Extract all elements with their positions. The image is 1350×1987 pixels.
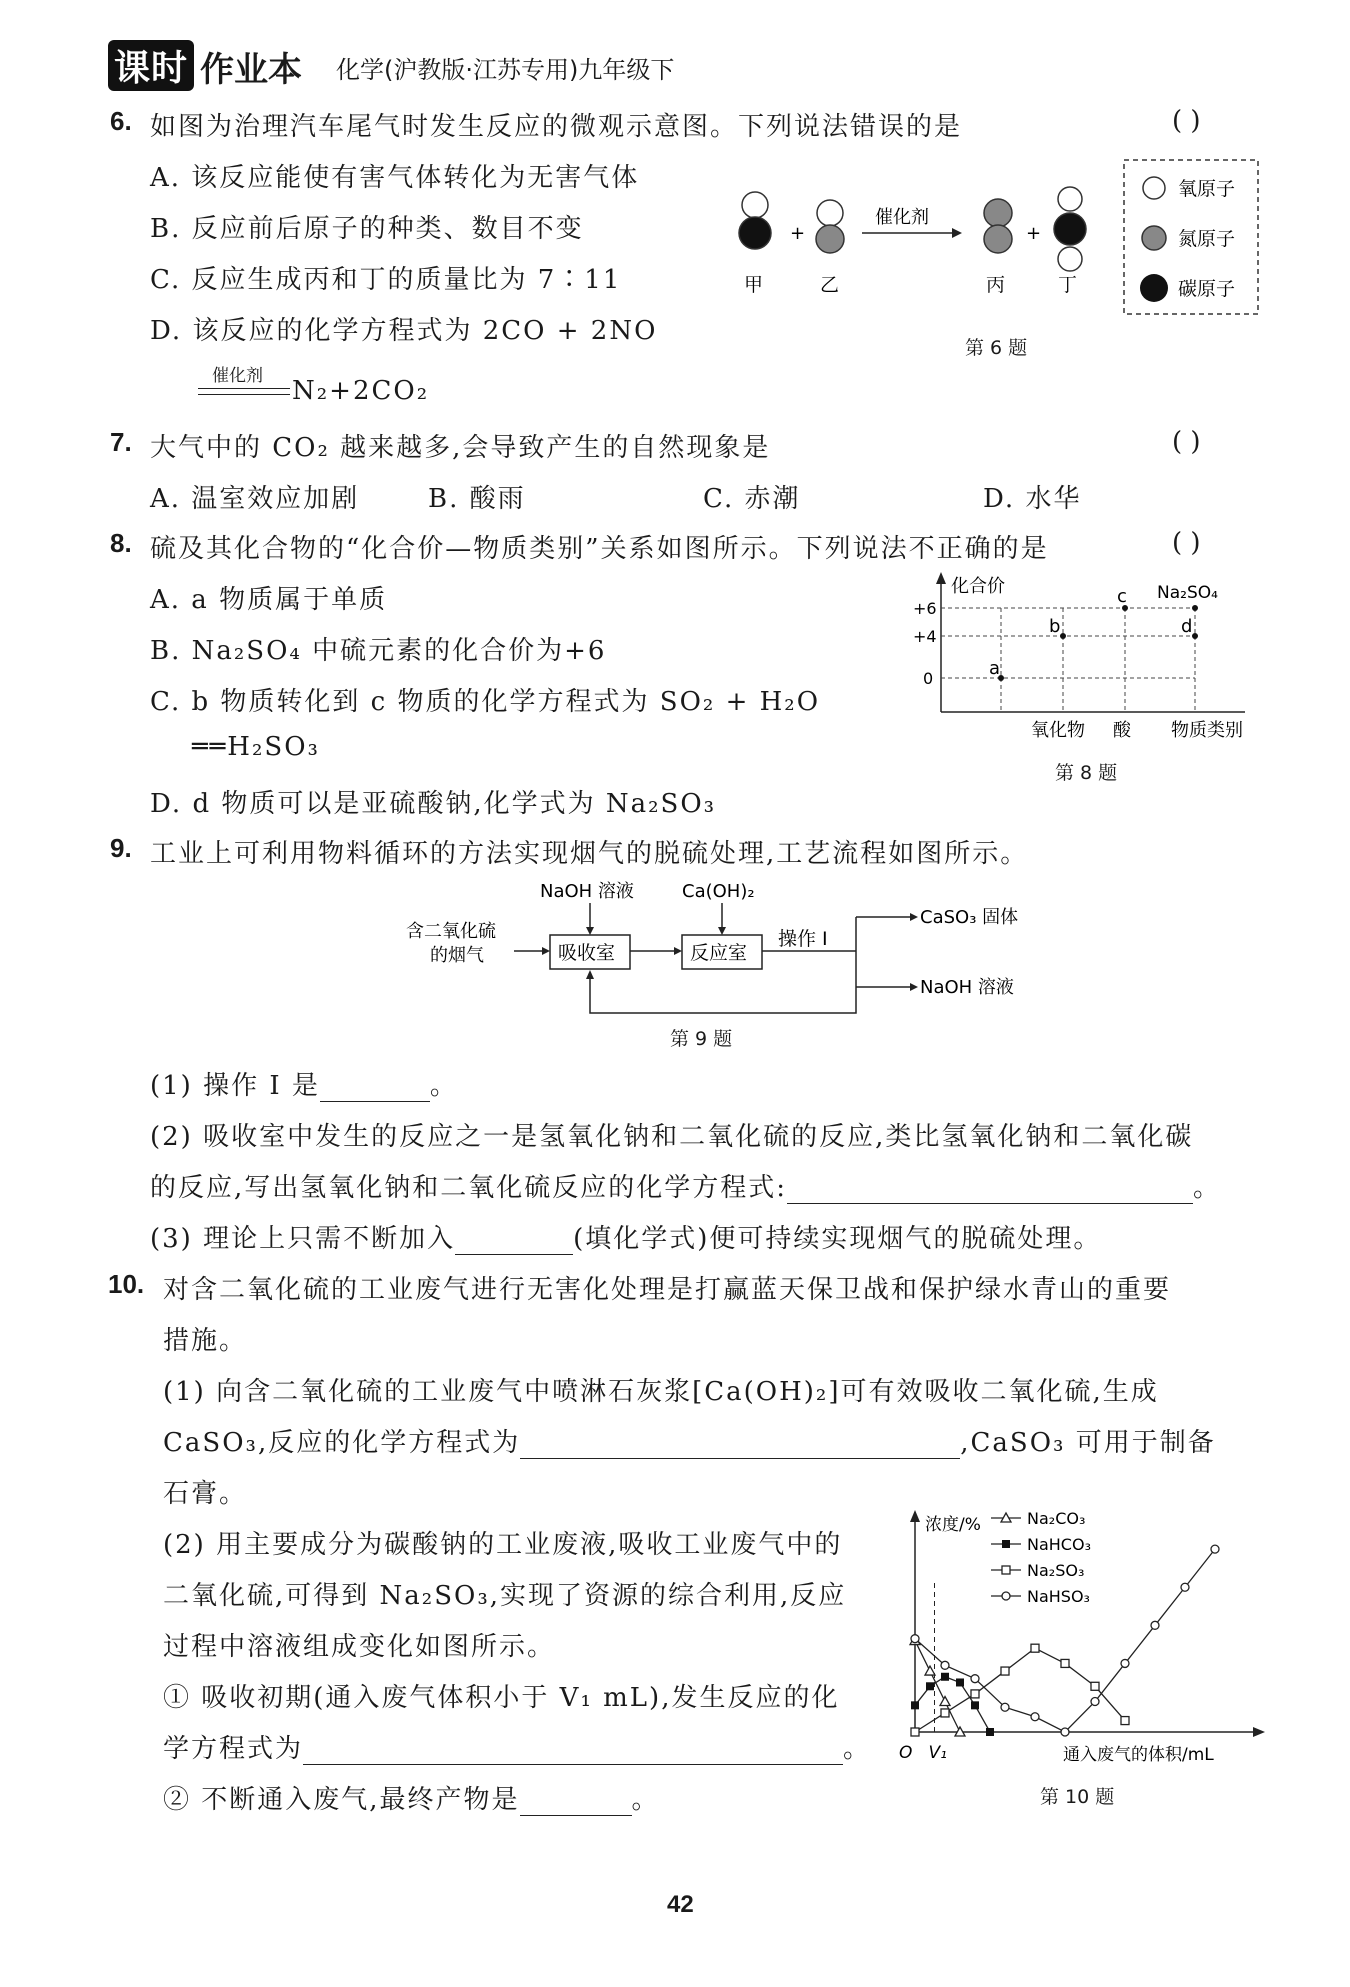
q6-catalyst-label: 催化剂 bbox=[875, 207, 929, 228]
q6-option-d-equals bbox=[198, 388, 290, 395]
q10-series-nahso3-point bbox=[1061, 1728, 1069, 1736]
q6-plus-1: + bbox=[790, 223, 806, 244]
q6-number: 6. bbox=[110, 106, 132, 136]
q6-ding-oxygen-atom-1 bbox=[1058, 187, 1082, 211]
legend-carbon-icon bbox=[1140, 274, 1168, 302]
q10-sub1-text: 学方程式为 bbox=[163, 1734, 304, 1764]
q10-series-nahso3-point bbox=[1211, 1545, 1219, 1553]
legend-nitrogen-icon bbox=[1142, 226, 1166, 250]
q6-answer-paren[interactable]: ( ) bbox=[1172, 106, 1201, 136]
q8-xtick-acid: 酸 bbox=[1113, 720, 1131, 740]
q9-part1-text: (1) 操作 I 是 bbox=[150, 1071, 320, 1101]
q9-part1 bbox=[150, 1065, 458, 1102]
q9-flow-diagram bbox=[400, 877, 1020, 1037]
q10-series-na2so3-point bbox=[1121, 1717, 1129, 1725]
q9-number: 9. bbox=[110, 833, 132, 863]
q7-option-a[interactable]: A. 温室效应加剧 bbox=[150, 484, 360, 514]
q9-part2-text: 的反应,写出氢氧化钠和二氧化硫反应的化学方程式: bbox=[150, 1173, 788, 1203]
q10-sub2-end: 。 bbox=[631, 1785, 660, 1815]
q9-recycle-line bbox=[590, 977, 856, 1013]
q8-number: 8. bbox=[110, 528, 132, 558]
q10-part1-line1: (1) 向含二氧化硫的工业废气中喷淋石灰浆[Ca(OH)₂]可有效吸收二氧化硫,生成 bbox=[163, 1377, 1159, 1407]
q10-part2-line3: 过程中溶液组成变化如图所示。 bbox=[163, 1632, 556, 1662]
q8-xtick-category: 物质类别 bbox=[1171, 720, 1243, 740]
q10-part2-line2: 二氧化硫,可得到 Na₂SO₃,实现了资源的综合利用,反应 bbox=[163, 1581, 847, 1611]
q8-option-b[interactable]: B. Na₂SO₄ 中硫元素的化合价为+6 bbox=[150, 636, 607, 666]
q10-part1-line2 bbox=[163, 1422, 1216, 1459]
legend-carbon-label: 碳原子 bbox=[1178, 278, 1236, 300]
q7-number: 7. bbox=[110, 427, 132, 457]
q8-stem: 硫及其化合物的“化合价—物质类别”关系如图所示。下列说法不正确的是 bbox=[150, 534, 1049, 564]
book-logo: 课时 bbox=[108, 40, 194, 91]
q7-option-b[interactable]: B. 酸雨 bbox=[428, 484, 526, 514]
q6-figure-caption: 第 6 题 bbox=[965, 337, 1028, 359]
q9-part1-end: 。 bbox=[429, 1071, 458, 1101]
q10-sub1-blank[interactable] bbox=[303, 1734, 843, 1765]
q10-stem-line1: 对含二氧化硫的工业废气进行无害化处理是打赢蓝天保卫战和保护绿水青山的重要 bbox=[163, 1275, 1172, 1305]
q10-part1-text: CaSO₃,反应的化学方程式为 bbox=[163, 1428, 521, 1458]
q10-sub2-text: ② 不断通入废气,最终产物是 bbox=[163, 1785, 520, 1815]
q9-output-caso3: CaSO₃ 固体 bbox=[920, 907, 1019, 928]
q10-series-na2co3-point bbox=[940, 1697, 950, 1706]
q10-legend-nahco3-marker bbox=[1002, 1540, 1010, 1548]
q10-series-nahso3-point bbox=[1121, 1659, 1129, 1667]
q6-option-d[interactable]: D. 该反应的化学方程式为 2CO + 2NO bbox=[150, 316, 658, 346]
q9-part1-blank[interactable] bbox=[320, 1071, 430, 1102]
q6-option-d-condition: 催化剂 bbox=[212, 366, 263, 386]
q10-series-nahco3-point bbox=[971, 1701, 979, 1709]
q10-legend-na2so3-label: Na₂SO₃ bbox=[1027, 1561, 1085, 1580]
legend-oxygen-label: 氧原子 bbox=[1178, 178, 1236, 200]
q9-part3 bbox=[150, 1218, 1101, 1255]
q10-sub1-line1: ① 吸收初期(通入废气体积小于 V₁ mL),发生反应的化 bbox=[163, 1683, 840, 1713]
q10-series-na2co3-point bbox=[925, 1666, 935, 1675]
q8-option-d[interactable]: D. d 物质可以是亚硫酸钠,化学式为 Na₂SO₃ bbox=[150, 789, 717, 819]
q6-yi-oxygen-atom bbox=[817, 200, 843, 226]
q10-sub1-end: 。 bbox=[843, 1734, 872, 1764]
q10-part1-blank[interactable] bbox=[520, 1428, 960, 1459]
q9-left-label-2: 的烟气 bbox=[430, 945, 484, 966]
q10-series-na2so3-point bbox=[1061, 1659, 1069, 1667]
q8-option-a[interactable]: A. a 物质属于单质 bbox=[150, 585, 388, 615]
legend-oxygen-icon bbox=[1143, 177, 1165, 199]
q10-series-nahco3-point bbox=[956, 1678, 964, 1686]
q9-part2-end: 。 bbox=[1193, 1173, 1222, 1203]
q8-y-axis-arrowhead bbox=[936, 572, 946, 584]
q6-ding-carbon-atom bbox=[1054, 213, 1086, 245]
q8-label-na2so4: Na₂SO₄ bbox=[1157, 583, 1218, 603]
q8-figure-caption: 第 8 题 bbox=[1055, 762, 1118, 784]
q9-output-naoh: NaOH 溶液 bbox=[920, 977, 1014, 998]
q10-stem-line2: 措施。 bbox=[163, 1326, 248, 1356]
q10-ylabel: 浓度/% bbox=[925, 1515, 981, 1535]
q10-part1-cont: ,CaSO₃ 可用于制备 bbox=[960, 1428, 1216, 1458]
q10-series-nahso3-point bbox=[1181, 1583, 1189, 1591]
q10-figure-caption: 第 10 题 bbox=[1040, 1786, 1115, 1808]
q10-series-nahso3-point bbox=[1091, 1698, 1099, 1706]
q10-series-nahco3-point bbox=[986, 1728, 994, 1736]
q10-number: 10. bbox=[108, 1269, 145, 1299]
q8-answer-paren[interactable]: ( ) bbox=[1172, 528, 1201, 558]
page-number: 42 bbox=[667, 1891, 694, 1918]
q10-origin-label: O bbox=[899, 1743, 913, 1763]
q10-series-na2so3-point bbox=[1001, 1667, 1009, 1675]
q10-concentration-chart bbox=[895, 1510, 1275, 1770]
q10-part2-line1: (2) 用主要成分为碳酸钠的工业废液,吸收工业废气中的 bbox=[163, 1530, 843, 1560]
q6-label-bing: 丙 bbox=[986, 274, 1006, 296]
q7-option-c[interactable]: C. 赤潮 bbox=[703, 484, 801, 514]
q10-series-na2so3-point bbox=[941, 1709, 949, 1717]
q7-option-d[interactable]: D. 水华 bbox=[983, 484, 1082, 514]
q6-legend bbox=[1122, 158, 1262, 318]
q6-bing-nitrogen-atom-2 bbox=[984, 225, 1012, 253]
q6-option-d-products: N₂+2CO₂ bbox=[292, 376, 430, 406]
q8-point-b bbox=[1060, 633, 1066, 639]
q9-part3-text: (3) 理论上只需不断加入 bbox=[150, 1224, 456, 1254]
q10-legend-nahso3-label: NaHSO₃ bbox=[1027, 1587, 1090, 1606]
q8-label-d: d bbox=[1181, 616, 1193, 637]
q9-left-label-1: 含二氧化硫 bbox=[406, 921, 496, 942]
book-subtitle: 化学(沪教版·江苏专用)九年级下 bbox=[336, 56, 675, 84]
q10-legend-na2co3-label: Na₂CO₃ bbox=[1027, 1510, 1086, 1528]
q9-input-naoh: NaOH 溶液 bbox=[540, 881, 634, 902]
q9-stem: 工业上可利用物料循环的方法实现烟气的脱硫处理,工艺流程如图所示。 bbox=[150, 839, 1029, 869]
q6-yi-nitrogen-atom bbox=[816, 225, 844, 253]
q10-part1-line3: 石膏。 bbox=[163, 1479, 248, 1509]
q10-series-nahco3-point bbox=[926, 1682, 934, 1690]
q10-series-nahso3-point bbox=[1151, 1621, 1159, 1629]
q10-series-na2so3-point bbox=[1031, 1644, 1039, 1652]
q10-series-nahso3-point bbox=[1031, 1713, 1039, 1721]
q9-part2-line1: (2) 吸收室中发生的反应之一是氢氧化钠和二氧化硫的反应,类比氢氧化钠和二氧化碳 bbox=[150, 1122, 1194, 1152]
q8-ytick-plus6: +6 bbox=[913, 599, 937, 618]
q10-legend-na2so3-marker bbox=[1002, 1566, 1010, 1574]
q10-sub2-blank[interactable] bbox=[520, 1785, 632, 1816]
q10-xlabel: 通入废气的体积/mL bbox=[1063, 1745, 1214, 1765]
q9-operation-label: 操作 I bbox=[778, 928, 828, 950]
header bbox=[108, 38, 1248, 90]
q7-answer-paren[interactable]: ( ) bbox=[1172, 427, 1201, 457]
book-title: 作业本 bbox=[200, 50, 302, 90]
q6-label-ding: 丁 bbox=[1058, 274, 1078, 296]
q10-legend-nahco3-label: NaHCO₃ bbox=[1027, 1535, 1091, 1554]
q6-plus-2: + bbox=[1026, 223, 1042, 244]
q6-jia-carbon-atom bbox=[739, 217, 771, 249]
q9-part3-blank[interactable] bbox=[455, 1224, 573, 1255]
q8-ylabel: 化合价 bbox=[951, 576, 1005, 597]
q10-v1-label: V₁ bbox=[928, 1743, 947, 1763]
q8-label-c: c bbox=[1117, 586, 1127, 607]
q10-series-nahso3-point bbox=[941, 1661, 949, 1669]
q6-molecule-figure bbox=[730, 155, 1110, 305]
q10-series-na2so3-point bbox=[911, 1728, 919, 1736]
q9-input-caoh2: Ca(OH)₂ bbox=[682, 881, 755, 902]
q10-x-arrowhead bbox=[1253, 1727, 1265, 1737]
q10-series-nahso3-point bbox=[971, 1675, 979, 1683]
q10-sub2 bbox=[163, 1779, 660, 1816]
q8-ytick-zero: 0 bbox=[923, 669, 934, 688]
q8-valence-figure bbox=[905, 570, 1275, 740]
q10-series-na2so3-point bbox=[971, 1690, 979, 1698]
q8-label-b: b bbox=[1049, 616, 1061, 637]
q9-box-react-label: 反应室 bbox=[690, 942, 748, 964]
q10-legend-nahso3-marker bbox=[1002, 1592, 1010, 1600]
q6-option-b[interactable]: B. 反应前后原子的种类、数目不变 bbox=[150, 214, 584, 244]
q10-y-arrowhead bbox=[910, 1510, 920, 1522]
q8-option-c[interactable]: C. b 物质转化到 c 物质的化学方程式为 SO₂ + H₂O bbox=[150, 687, 821, 717]
q6-bing-nitrogen-atom-1 bbox=[984, 199, 1012, 227]
q6-stem: 如图为治理汽车尾气时发生反应的微观示意图。下列说法错误的是 bbox=[150, 112, 963, 142]
q9-part2-line2 bbox=[150, 1167, 1221, 1204]
q8-ytick-plus4: +4 bbox=[913, 627, 937, 646]
q6-label-jia: 甲 bbox=[744, 274, 764, 296]
q10-sub1-line2 bbox=[163, 1728, 871, 1765]
q10-series-nahso3-point bbox=[911, 1635, 919, 1643]
q6-ding-oxygen-atom-2 bbox=[1058, 247, 1082, 271]
q9-part2-blank[interactable] bbox=[787, 1173, 1193, 1204]
q10-series-na2so3-point bbox=[1091, 1682, 1099, 1690]
q8-label-a: a bbox=[989, 658, 1001, 679]
q7-stem: 大气中的 CO₂ 越来越多,会导致产生的自然现象是 bbox=[150, 433, 771, 463]
q6-label-yi: 乙 bbox=[820, 274, 840, 296]
q9-box-absorb-label: 吸收室 bbox=[558, 942, 616, 964]
q8-point-na2so4 bbox=[1192, 605, 1198, 611]
q6-jia-oxygen-atom bbox=[742, 192, 768, 218]
q10-series-nahco3-point bbox=[911, 1701, 919, 1709]
q6-option-a[interactable]: A. 该反应能使有害气体转化为无害气体 bbox=[150, 163, 640, 193]
q9-part3-end: (填化学式)便可持续实现烟气的脱硫处理。 bbox=[573, 1224, 1102, 1254]
q6-reaction-arrowhead bbox=[952, 228, 962, 238]
q10-series-nahco3-point bbox=[941, 1673, 949, 1681]
q6-option-c[interactable]: C. 反应生成丙和丁的质量比为 7∶11 bbox=[150, 265, 622, 295]
q8-xtick-oxide: 氧化物 bbox=[1031, 720, 1085, 740]
q8-option-c-line2: ══H₂SO₃ bbox=[192, 732, 320, 762]
legend-nitrogen-label: 氮原子 bbox=[1178, 228, 1236, 250]
q9-figure-caption: 第 9 题 bbox=[670, 1028, 733, 1050]
q8-point-d bbox=[1192, 633, 1198, 639]
q10-series-nahso3-point bbox=[1001, 1703, 1009, 1711]
